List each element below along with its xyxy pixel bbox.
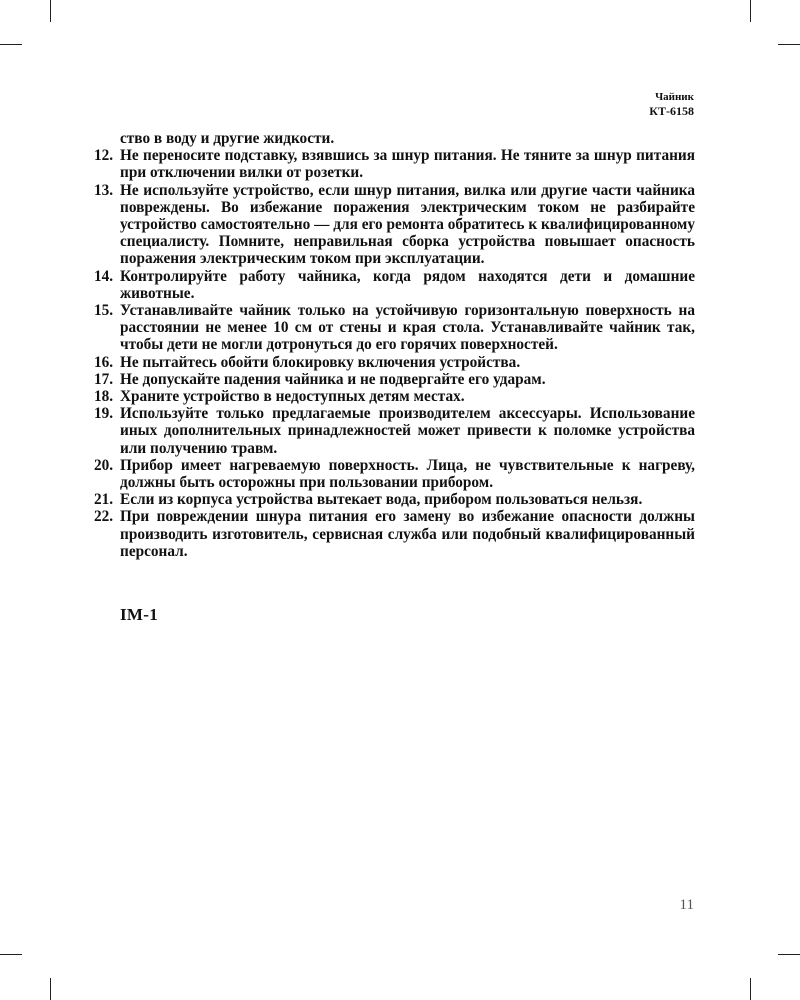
list-item [94, 147, 695, 181]
item-number: 12. [94, 147, 114, 165]
list-item [94, 182, 695, 268]
item-number: 21. [94, 491, 114, 509]
item-text: Устанавливайте чайник только на устойчивую горизонтальную поверхность на расстоянии не менее 10 см от стены и края стола. Устанавливайте чайник так, чтобы дети не могли дотронуться до его горячих поверхностей. [120, 302, 695, 354]
item-text: Не переносите подставку, взявшись за шнур питания. Не тяните за шнур питания при отключении вилки от розетки. [120, 147, 695, 182]
item-text: Прибор имеет нагреваемую поверхность. Лица, не чувствительные к нагреву, должны быть осторожны при пользовании прибором. [120, 456, 695, 492]
item-number: 18. [94, 388, 114, 406]
item-number: 14. [94, 267, 114, 285]
list-item [94, 457, 695, 491]
crop-mark-left-top [0, 44, 22, 45]
list-item [94, 491, 695, 508]
crop-mark-top-left [50, 0, 51, 22]
header-model: КТ-6158 [649, 104, 694, 118]
item-text: Не допускайте падения чайника и не подвергайте его ударам. [120, 370, 546, 388]
safety-instructions-list [94, 130, 695, 560]
list-item [94, 302, 695, 354]
page-number: 11 [679, 897, 694, 913]
item-number: 19. [94, 405, 114, 423]
crop-mark-top-right [750, 0, 751, 22]
item-text: Контролируйте работу чайника, когда рядом находятся дети и домашние животные. [120, 267, 695, 302]
running-header [649, 90, 694, 118]
crop-mark-right-bottom [778, 954, 800, 955]
list-item [94, 388, 695, 405]
item-text: Храните устройство в недоступных детям местах. [120, 388, 465, 406]
header-title: Чайник [655, 91, 694, 103]
crop-mark-left-bottom [0, 954, 22, 955]
continuation-text: ство в воду и другие жидкости. [120, 130, 335, 147]
item-number: 22. [94, 508, 114, 526]
item-number: 15. [94, 302, 114, 320]
item-text: Не пытайтесь обойти блокировку включения устройства. [120, 353, 521, 371]
crop-mark-bottom-right [750, 978, 751, 1000]
list-item [94, 371, 695, 388]
item-text: Если из корпуса устройства вытекает вода, прибором пользоваться нельзя. [120, 491, 643, 509]
item-number: 13. [94, 181, 114, 199]
item-number: 17. [94, 370, 114, 388]
item-number: 20. [94, 456, 114, 474]
list-item [94, 405, 695, 457]
list-item [94, 508, 695, 560]
list-item [94, 268, 695, 302]
crop-mark-bottom-left [50, 978, 51, 1000]
item-text: Не используйте устройство, если шнур питания, вилка или другие части чайника повреждены. Во избежание поражения электрическим током не разбирайте устройство самостоятельно — для его ремонта обратитесь к квалифицированному специалисту. Помните, неправильная сборка устройства повышает опасность поражения электрическим током при эксплуатации. [120, 181, 695, 268]
item-number: 16. [94, 353, 114, 371]
list-item [94, 354, 695, 371]
item-text: При повреждении шнура питания его замену во избежание опасности должны производить изготовитель, сервисная служба или подобный квалифицированный персонал. [120, 508, 695, 560]
crop-mark-right-top [778, 44, 800, 45]
footer-code: IM-1 [120, 605, 159, 624]
item-text: Используйте только предлагаемые производителем аксессуары. Использование иных дополнительных принадлежностей может привести к поломке устройства или получению травм. [120, 405, 695, 457]
